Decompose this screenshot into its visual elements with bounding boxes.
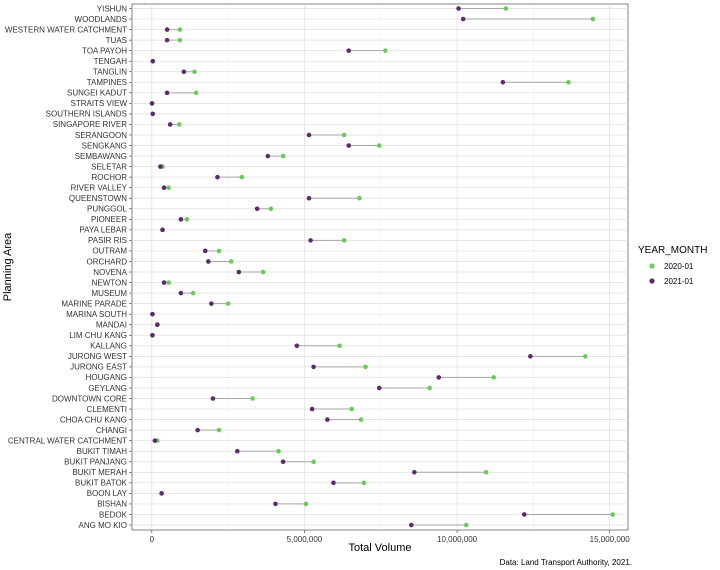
point-2021-01 xyxy=(206,259,211,264)
point-2021-01 xyxy=(528,354,533,359)
x-tick-label: 5,000,000 xyxy=(286,535,323,544)
point-2021-01 xyxy=(179,291,184,296)
point-2021-01 xyxy=(159,491,164,496)
y-tick-label: DOWNTOWN CORE xyxy=(52,394,127,404)
point-2021-01 xyxy=(165,27,170,32)
point-2021-01 xyxy=(307,196,312,201)
y-tick-label: BUKIT TIMAH xyxy=(76,447,127,457)
point-2021-01 xyxy=(273,502,278,507)
y-tick-label: PAYA LEBAR xyxy=(79,225,127,235)
point-2020-01 xyxy=(192,69,197,74)
x-axis-title: Total Volume xyxy=(348,542,412,554)
point-2021-01 xyxy=(461,17,466,22)
point-2021-01 xyxy=(162,185,167,190)
point-2021-01 xyxy=(281,459,286,464)
y-tick-label: MUSEUM xyxy=(91,288,127,298)
y-tick-label: PIONEER xyxy=(90,215,127,225)
y-tick-label: YISHUN xyxy=(96,4,127,14)
y-tick-label: LIM CHU KANG xyxy=(69,331,127,341)
point-2021-01 xyxy=(377,386,382,391)
legend-title: YEAR_MONTH xyxy=(638,245,708,256)
point-2020-01 xyxy=(591,17,596,22)
y-tick-label: JURONG EAST xyxy=(70,362,127,372)
x-tick-label: 15,000,000 xyxy=(589,535,630,544)
point-2021-01 xyxy=(203,249,208,254)
y-axis-title: Planning Area xyxy=(2,232,14,302)
point-2021-01 xyxy=(165,38,170,43)
point-2021-01 xyxy=(255,206,260,211)
point-2020-01 xyxy=(178,27,183,32)
point-2021-01 xyxy=(311,365,316,370)
point-2021-01 xyxy=(209,301,214,306)
y-axis-ticks xyxy=(5,4,132,530)
point-2020-01 xyxy=(177,122,182,127)
y-tick-label: TENGAH xyxy=(93,57,127,67)
point-2021-01 xyxy=(182,69,187,74)
point-2021-01 xyxy=(150,101,155,106)
point-2021-01 xyxy=(436,375,441,380)
point-2021-01 xyxy=(150,59,155,64)
y-tick-label: SINGAPORE RIVER xyxy=(52,120,127,130)
y-tick-label: SUNGEI KADUT xyxy=(66,88,127,98)
y-tick-label: TANGLIN xyxy=(92,67,127,77)
point-2021-01 xyxy=(307,133,312,138)
y-tick-label: MARINE PARADE xyxy=(61,299,127,309)
point-2021-01 xyxy=(308,238,313,243)
point-2021-01 xyxy=(195,428,200,433)
point-2020-01 xyxy=(342,238,347,243)
y-tick-label: MARINA SOUTH xyxy=(66,309,127,319)
point-2020-01 xyxy=(342,133,347,138)
point-2021-01 xyxy=(266,154,271,159)
point-2020-01 xyxy=(311,459,316,464)
point-2021-01 xyxy=(346,143,351,148)
y-tick-label: CENTRAL WATER CATCHMENT xyxy=(7,436,127,446)
point-2020-01 xyxy=(166,280,171,285)
point-2021-01 xyxy=(150,112,155,117)
x-tick-label: 0 xyxy=(149,535,155,544)
y-tick-label: CLEMENTI xyxy=(86,404,127,414)
point-2020-01 xyxy=(269,206,274,211)
y-tick-label: BEDOK xyxy=(98,510,127,520)
point-2020-01 xyxy=(194,91,199,96)
y-tick-label: RIVER VALLEY xyxy=(70,183,127,193)
point-2020-01 xyxy=(377,143,382,148)
point-2020-01 xyxy=(261,270,266,275)
point-2021-01 xyxy=(150,333,155,338)
point-2020-01 xyxy=(281,154,286,159)
y-tick-label: NEWTON xyxy=(91,278,127,288)
point-2020-01 xyxy=(240,175,245,180)
y-tick-label: WOODLANDS xyxy=(74,14,127,24)
point-2020-01 xyxy=(229,259,234,264)
point-2021-01 xyxy=(235,449,240,454)
point-2020-01 xyxy=(304,502,309,507)
y-tick-label: STRAITS VIEW xyxy=(70,99,127,109)
point-2021-01 xyxy=(237,270,242,275)
y-tick-label: SOUTHERN ISLANDS xyxy=(45,109,127,119)
y-tick-label: TAMPINES xyxy=(86,78,127,88)
point-2020-01 xyxy=(484,470,489,475)
y-tick-label: TOA PAYOH xyxy=(82,46,127,56)
point-2020-01 xyxy=(357,196,362,201)
y-tick-label: GEYLANG xyxy=(88,383,127,393)
y-tick-label: PASIR RIS xyxy=(88,236,127,246)
y-tick-label: NOVENA xyxy=(93,267,127,277)
point-2021-01 xyxy=(456,6,461,11)
point-2020-01 xyxy=(491,375,496,380)
point-2021-01 xyxy=(179,217,184,222)
point-2020-01 xyxy=(427,386,432,391)
y-tick-label: KALLANG xyxy=(90,341,127,351)
legend-label-2021-01: 2021-01 xyxy=(664,277,694,286)
y-tick-label: BUKIT BATOK xyxy=(74,478,127,488)
point-2021-01 xyxy=(331,481,336,486)
point-2021-01 xyxy=(501,80,506,85)
y-tick-label: ORCHARD xyxy=(86,257,127,267)
point-2020-01 xyxy=(166,185,171,190)
point-2021-01 xyxy=(160,228,165,233)
point-2020-01 xyxy=(276,449,281,454)
y-tick-label: BUKIT MERAH xyxy=(72,468,127,478)
point-2020-01 xyxy=(363,365,368,370)
point-2021-01 xyxy=(150,312,155,317)
y-tick-label: JURONG WEST xyxy=(67,352,127,362)
caption: Data: Land Transport Authority, 2021. xyxy=(499,558,632,567)
point-2021-01 xyxy=(165,91,170,96)
point-2020-01 xyxy=(583,354,588,359)
point-2020-01 xyxy=(464,523,469,528)
point-2020-01 xyxy=(362,481,367,486)
point-2021-01 xyxy=(522,512,527,517)
point-2020-01 xyxy=(217,428,222,433)
y-tick-label: BUKIT PANJANG xyxy=(64,457,127,467)
y-tick-label: OUTRAM xyxy=(92,246,127,256)
y-tick-label: SEMBAWANG xyxy=(74,151,127,161)
point-2021-01 xyxy=(412,470,417,475)
y-tick-label: MANDAI xyxy=(95,320,127,330)
legend-label-2020-01: 2020-01 xyxy=(664,262,694,271)
point-2021-01 xyxy=(215,175,220,180)
y-tick-label: ANG MO KIO xyxy=(78,520,127,530)
point-2020-01 xyxy=(610,512,615,517)
y-tick-label: WESTERN WATER CATCHMENT xyxy=(4,25,127,35)
point-2020-01 xyxy=(185,217,190,222)
point-2021-01 xyxy=(153,438,158,443)
y-tick-label: CHOA CHU KANG xyxy=(59,415,127,425)
y-tick-label: SERANGOON xyxy=(74,130,127,140)
point-2021-01 xyxy=(158,164,163,169)
point-2020-01 xyxy=(349,407,354,412)
y-tick-label: SELETAR xyxy=(91,162,127,172)
point-2020-01 xyxy=(337,344,342,349)
point-2020-01 xyxy=(191,291,196,296)
point-2021-01 xyxy=(168,122,173,127)
point-2020-01 xyxy=(359,417,364,422)
point-2021-01 xyxy=(325,417,330,422)
legend xyxy=(638,245,707,286)
point-2020-01 xyxy=(217,249,222,254)
point-2021-01 xyxy=(346,48,351,53)
point-2020-01 xyxy=(178,38,183,43)
y-tick-label: TUAS xyxy=(105,35,127,45)
y-tick-label: ROCHOR xyxy=(91,172,127,182)
point-2021-01 xyxy=(295,344,300,349)
point-2021-01 xyxy=(155,322,160,327)
y-tick-label: BISHAN xyxy=(97,499,127,509)
y-tick-label: CHANGI xyxy=(95,425,127,435)
y-tick-label: QUEENSTOWN xyxy=(68,194,127,204)
y-tick-label: PUNGGOL xyxy=(86,204,127,214)
y-tick-label: SENGKANG xyxy=(81,141,127,151)
y-tick-label: BOON LAY xyxy=(86,489,127,499)
point-2020-01 xyxy=(383,48,388,53)
y-tick-label: HOUGANG xyxy=(85,373,127,383)
point-2020-01 xyxy=(250,396,255,401)
point-2021-01 xyxy=(162,280,167,285)
point-2021-01 xyxy=(211,396,216,401)
legend-marker-2020-01 xyxy=(649,263,654,268)
point-2020-01 xyxy=(226,301,231,306)
x-tick-label: 10,000,000 xyxy=(437,535,478,544)
point-2021-01 xyxy=(409,523,414,528)
point-2021-01 xyxy=(310,407,315,412)
point-2020-01 xyxy=(504,6,509,11)
point-2020-01 xyxy=(566,80,571,85)
legend-marker-2021-01 xyxy=(649,278,654,283)
